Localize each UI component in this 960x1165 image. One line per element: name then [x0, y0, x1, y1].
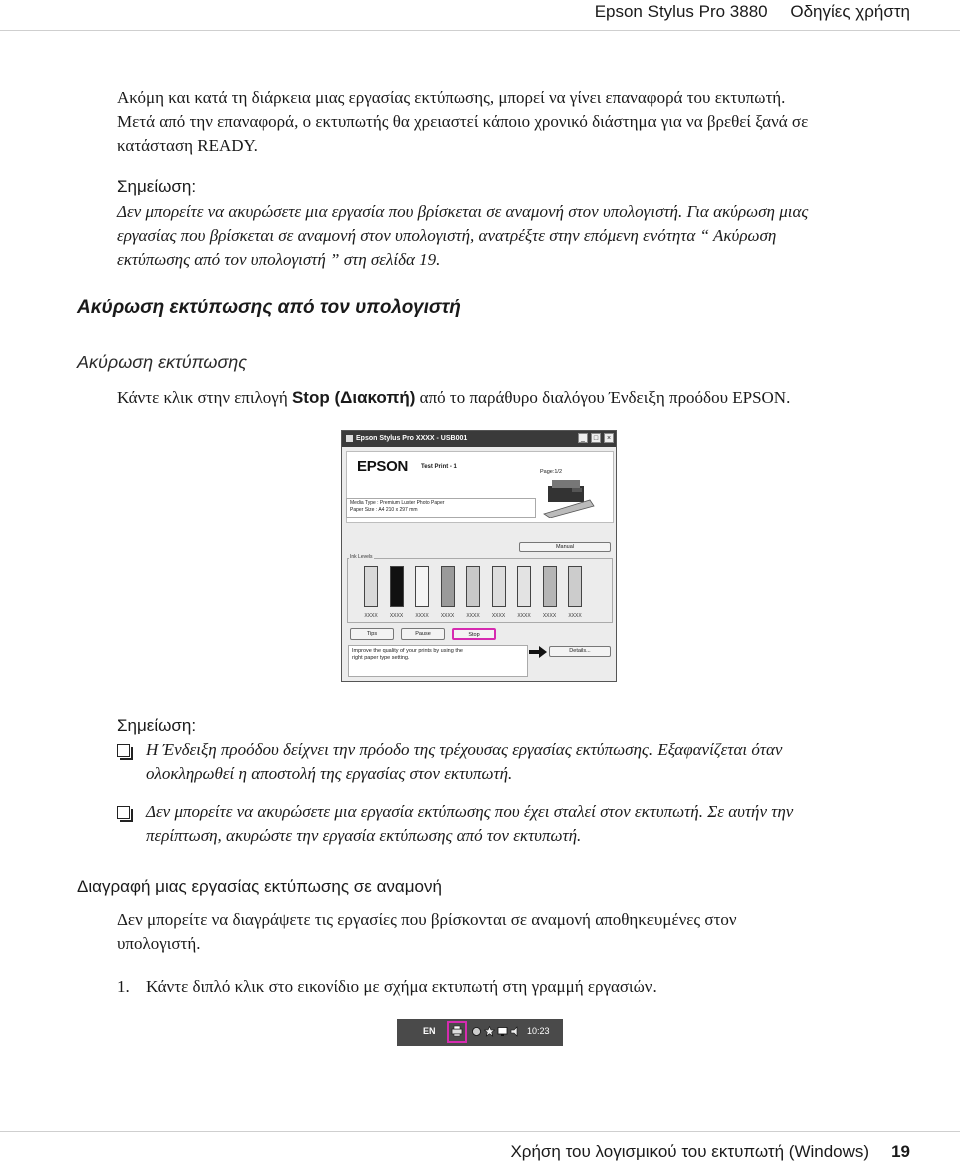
intro-paragraph	[117, 86, 897, 158]
intro-line-2: Μετά από την επαναφορά, ο εκτυπωτής θα χρειαστεί κάποιο χρονικό διάστημα για να βρεθεί ξανά σε	[117, 112, 809, 131]
media-type: Media Type : Premium Luster Photo Paper	[350, 500, 445, 506]
ink-cartridge	[415, 566, 429, 607]
ink-cartridge	[492, 566, 506, 607]
dialog-titlebar	[342, 431, 616, 447]
epson-progress-dialog	[341, 430, 617, 682]
page-footer	[510, 1142, 910, 1162]
instruction-pre: Κάντε κλικ στην επιλογή	[117, 388, 292, 407]
details-button[interactable]: Details...	[549, 646, 611, 657]
note-2-title: Σημείωση:	[117, 716, 197, 735]
pause-button[interactable]: Pause	[401, 628, 445, 640]
section-subheading: Ακύρωση εκτύπωσης	[77, 352, 248, 372]
windows-taskbar-tray	[397, 1019, 563, 1046]
header-guide: Οδηγίες χρήστη	[790, 2, 910, 21]
note-1-line-2: εργασίας που βρίσκεται σε αναμονή στον υπολογιστή, ανατρέξτε στην επόμενη ενότητα “ Ακύρωση	[117, 226, 777, 245]
section-2-heading: Διαγραφή μιας εργασίας εκτύπωσης σε αναμονή	[77, 877, 442, 896]
page-header	[577, 2, 910, 22]
note-2-item-2-line-1: Δεν μπορείτε να ακυρώσετε μια εργασία εκτύπωσης που έχει σταλεί στον εκτυπωτή. Σε αυτήν την	[146, 802, 794, 821]
language-indicator[interactable]: EN	[423, 1026, 436, 1036]
section-2-paragraph	[117, 908, 897, 956]
instruction-paragraph	[117, 386, 897, 410]
minimize-button[interactable]: _	[578, 433, 588, 443]
ink-cartridge	[364, 566, 378, 607]
ink-label: XXXX	[517, 613, 531, 619]
instruction-post: από το παράθυρο διαλόγου Ένδειξη προόδου EPSON.	[415, 388, 791, 407]
note-2-item-1-line-2: ολοκληρωθεί η αποστολή της εργασίας στον εκτυπωτή.	[146, 764, 513, 783]
ink-levels-label: Ink Levels	[350, 554, 373, 560]
ink-cartridge	[568, 566, 582, 607]
star-tray-icon[interactable]	[484, 1026, 495, 1037]
note-2-item-1-line-1: Η Ένδειξη προόδου δείχνει την πρόοδο της τρέχουσας εργασίας εκτύπωσης. Εξαφανίζεται όταν	[146, 740, 783, 759]
document-name: Test Print - 1	[421, 464, 457, 470]
ink-cartridge	[390, 566, 404, 607]
tips-button[interactable]: Tips	[350, 628, 394, 640]
ink-label: XXXX	[542, 613, 557, 619]
footer-rule	[0, 1131, 960, 1132]
ink-label: XXXX	[389, 613, 404, 619]
tip-line-1: Improve the quality of your prints by using the	[352, 648, 463, 654]
media-info-box	[346, 498, 536, 518]
note-2-item-1	[146, 738, 906, 786]
note-1-line-1: Δεν μπορείτε να ακυρώσετε μια εργασία που βρίσκεται σε αναμονή στον υπολογιστή. Για ακύρωση μιας	[117, 202, 809, 221]
ink-label: XXXX	[364, 613, 378, 619]
page-number: 19	[891, 1142, 910, 1161]
network-tray-icon[interactable]	[471, 1026, 482, 1037]
ink-label: XXXX	[440, 613, 455, 619]
section-2-line-1: Δεν μπορείτε να διαγράψετε τις εργασίες που βρίσκονται σε αναμονή αποθηκευμένες στον	[117, 910, 737, 929]
intro-line-3: κατάσταση READY.	[117, 136, 258, 155]
close-button[interactable]: ×	[604, 433, 614, 443]
tip-message-box	[348, 645, 528, 677]
section-heading: Ακύρωση εκτύπωσης από τον υπολογιστή	[77, 297, 461, 318]
printer-icon-highlight	[447, 1021, 467, 1043]
monitor-tray-icon[interactable]	[497, 1026, 508, 1037]
note-1-text	[117, 200, 897, 272]
epson-logo: EPSON	[357, 458, 409, 475]
header-product: Epson Stylus Pro 3880	[594, 2, 768, 21]
header-rule	[0, 30, 960, 31]
note-2-item-2	[146, 800, 906, 848]
instruction-stop-label: Stop (Διακοπή)	[291, 388, 416, 407]
step-1-number: 1.	[117, 977, 130, 996]
intro-line-1: Ακόμη και κατά τη διάρκεια μιας εργασίας εκτύπωσης, μπορεί να γίνει επαναφορά του εκτυπωτή.	[117, 88, 786, 107]
ink-label: XXXX	[415, 613, 429, 619]
stop-button[interactable]: Stop	[452, 628, 496, 640]
section-2-line-2: υπολογιστή.	[117, 934, 201, 953]
ink-cartridge	[466, 566, 480, 607]
step-1-text: Κάντε διπλό κλικ στο εικονίδιο με σχήμα εκτυπωτή στη γραμμή εργασιών.	[146, 977, 657, 996]
ink-cartridge	[543, 566, 557, 607]
note-2-item-2-line-2: περίπτωση, ακυρώστε την εργασία εκτύπωσης από τον εκτυπωτή.	[146, 826, 582, 845]
arrow-right-icon	[529, 646, 547, 658]
ink-cartridge	[441, 566, 455, 607]
printer-app-icon	[346, 435, 353, 442]
ink-cartridge	[517, 566, 531, 607]
paper-size: Paper Size : A4 210 x 297 mm	[350, 507, 418, 513]
speaker-tray-icon[interactable]	[510, 1026, 521, 1037]
checkbox-bullet-icon	[117, 744, 130, 757]
maximize-button[interactable]: □	[591, 433, 601, 443]
manual-button[interactable]: Manual	[519, 542, 611, 552]
clock-time[interactable]: 10:23	[527, 1026, 550, 1036]
ink-label: XXXX	[466, 613, 480, 619]
printer-illustration-icon	[542, 478, 596, 518]
tip-line-2: right paper type setting.	[352, 655, 410, 661]
page-indicator: Page:1/2	[540, 469, 563, 475]
dialog-title: Epson Stylus Pro XXXX - USB001	[356, 435, 468, 442]
footer-section: Χρήση του λογισμικού του εκτυπωτή (Windows)	[510, 1142, 870, 1161]
ink-label: XXXX	[568, 613, 582, 619]
note-1-title: Σημείωση:	[117, 177, 197, 196]
checkbox-bullet-icon	[117, 806, 130, 819]
note-1-line-3: εκτύπωσης από τον υπολογιστή ” στη σελίδα 19.	[117, 250, 441, 269]
ink-label: XXXX	[491, 613, 506, 619]
